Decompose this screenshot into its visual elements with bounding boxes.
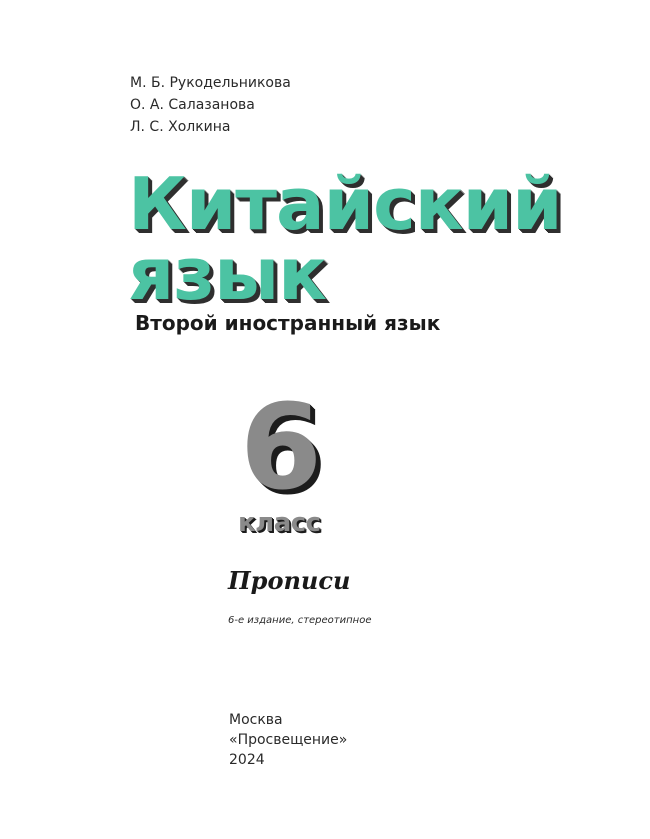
imprint xyxy=(229,710,347,770)
imprint-publisher: «Просвещение» xyxy=(229,732,348,748)
author-2: О. А. Салазанова xyxy=(130,97,255,113)
grade-number: 6 xyxy=(240,378,323,516)
book-title-line-1: Китайский xyxy=(128,162,562,246)
grade-word: класс xyxy=(238,508,321,538)
author-3: Л. С. Холкина xyxy=(130,119,231,135)
book-subtitle: Второй иностранный язык xyxy=(135,311,441,335)
imprint-year: 2024 xyxy=(229,752,265,768)
authors-list xyxy=(130,72,291,138)
workbook-type: Прописи xyxy=(228,566,351,595)
book-title-line-2: язык xyxy=(128,232,327,316)
edition-note: 6-е издание, стереотипное xyxy=(228,615,372,626)
imprint-city: Москва xyxy=(229,712,283,728)
author-1: М. Б. Рукодельникова xyxy=(130,75,291,91)
